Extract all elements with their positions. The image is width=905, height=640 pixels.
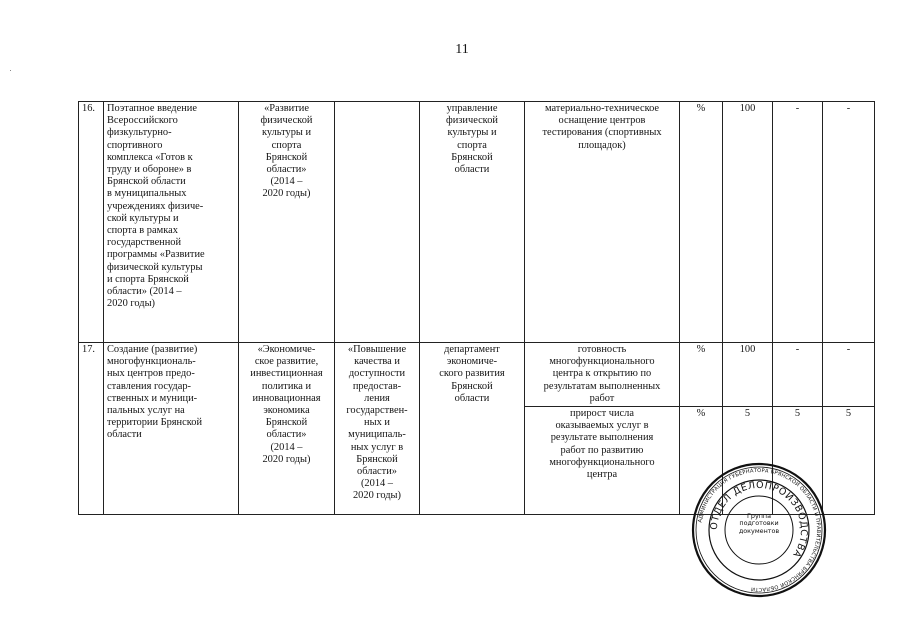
indicator-unit: %	[680, 343, 723, 407]
indicator-value-2: 5	[773, 407, 823, 515]
state-program: «Развитие физической культуры и спорта Брянской области» (2014 – 2020 годы)	[239, 102, 335, 343]
measure-name: Создание (развитие) многофункциональ- ных центров предо- ставления государ- ственных и муници- пальных услуг на территории Брянской области	[104, 343, 239, 515]
indicator-value-1: 100	[723, 102, 773, 343]
stamp-title-text: ОТДЕЛ ДЕЛОПРОИЗВОДСТВА	[708, 479, 810, 560]
indicator-name: готовность многофункционального центра к открытию по результатам выполненных работ	[525, 343, 680, 407]
table-row	[79, 343, 875, 407]
measures-table	[78, 101, 875, 515]
indicator-unit: %	[680, 102, 723, 343]
row-number: 17.	[79, 343, 104, 515]
stamp-center-text: Группа подготовки документов	[738, 513, 780, 535]
table-row	[79, 102, 875, 343]
state-program: «Экономиче- ское развитие, инвестиционная политика и инновационная экономика Брянской области» (2014 – 2020 годы)	[239, 343, 335, 515]
subprogram: «Повышение качества и доступности предостав- ления государствен- ных и муниципаль- ных услуг в Брянской области» (2014 – 2020 годы)	[335, 343, 420, 515]
indicator-value-1: 100	[723, 343, 773, 407]
indicator-value-1: 5	[723, 407, 773, 515]
indicator-value-2: -	[773, 343, 823, 407]
indicator-name: прирост числа оказываемых услуг в результате выполнения работ по развитию многофункционального центра	[525, 407, 680, 515]
indicator-value-3: -	[823, 343, 875, 407]
indicator-value-3: -	[823, 102, 875, 343]
executor: департамент экономиче- ского развития Брянской области	[420, 343, 525, 515]
office-stamp	[690, 461, 828, 599]
page-number: 11	[455, 42, 469, 57]
row-number: 16.	[79, 102, 104, 343]
stamp-outer-text: АДМИНИСТРАЦИЯ ГУБЕРНАТОРА БРЯНСКОЙ ОБЛАСТИ И ПРАВИТЕЛЬСТВА БРЯНСКОЙ ОБЛАСТИ	[697, 467, 822, 593]
measure-name: Поэтапное введение Всероссийского физкультурно- спортивного комплекса «Готов к труду и обороне» в Брянской области в муниципальных учреждениях физиче- ской культуры и спорта в рамках государственной программы «Развитие физической культуры и спорта Брянской области» (2014 – 2020 годы)	[104, 102, 239, 343]
indicator-unit: %	[680, 407, 723, 515]
indicator-name: материально-техническое оснащение центров тестирования (спортивных площадок)	[525, 102, 680, 343]
indicator-value-2: -	[773, 102, 823, 343]
scan-speck	[10, 70, 11, 71]
executor: управление физической культуры и спорта Брянской области	[420, 102, 525, 343]
indicator-value-3: 5	[823, 407, 875, 515]
subprogram	[335, 102, 420, 343]
